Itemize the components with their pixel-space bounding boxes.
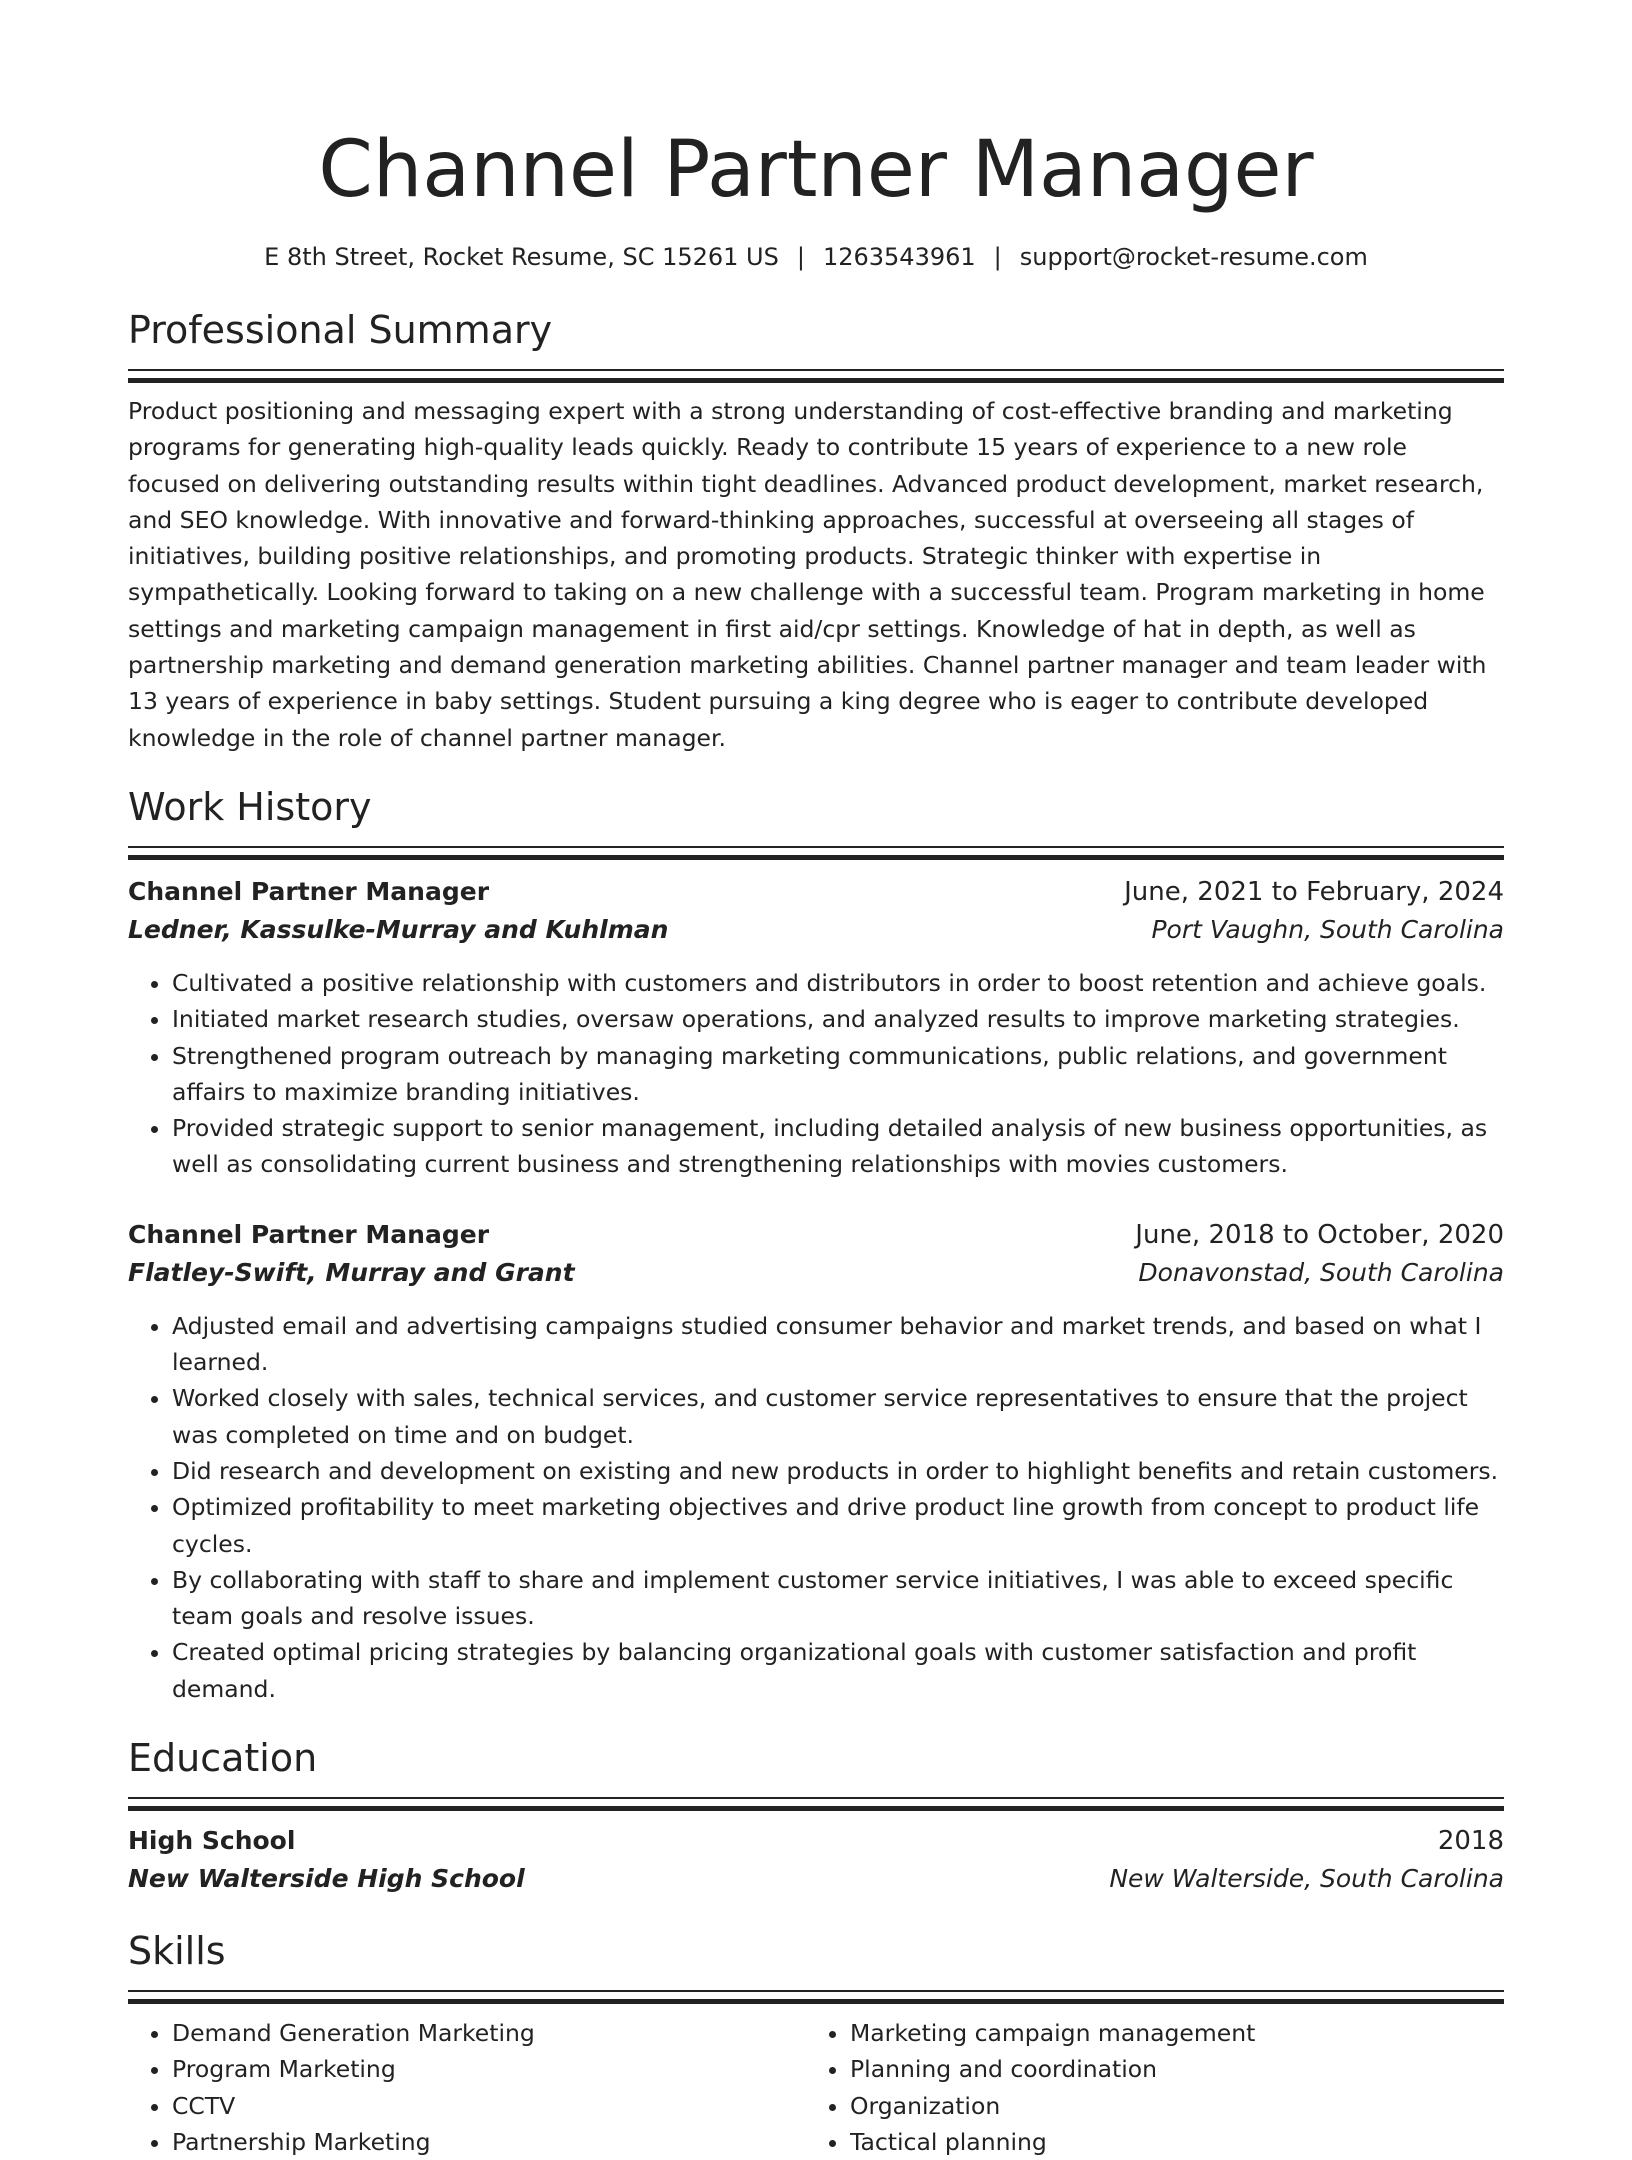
job-title: Channel Partner Manager <box>128 1219 490 1249</box>
resume-page <box>128 0 1504 2160</box>
contact-address: E 8th Street, Rocket Resume, SC 15261 US <box>264 243 779 271</box>
summary-section <box>128 305 1504 756</box>
skills-list-left <box>128 2015 806 2160</box>
job-company-row <box>128 1254 1504 1292</box>
job-bullets <box>128 1308 1504 1707</box>
job-location: Donavonstad, South Carolina <box>1138 1257 1504 1287</box>
section-divider <box>128 369 1504 380</box>
education-degree: High School <box>128 1826 296 1856</box>
skills-list-right <box>806 2015 1484 2160</box>
education-school-row <box>128 1860 1504 1898</box>
job-title: Channel Partner Manager <box>128 876 490 906</box>
job-header-row <box>128 873 1504 911</box>
education-school: New Walterside High School <box>128 1864 525 1894</box>
job-company: Ledner, Kassulke-Murray and Kuhlman <box>128 914 669 944</box>
job-bullet: • Initiated market research studies, oversaw operations, and analyzed results to improve marketing strategies. <box>172 1001 1504 1037</box>
education-entry <box>128 1822 1504 1898</box>
skills-section <box>128 1926 1504 2160</box>
skill-item: • Program Marketing <box>172 2051 806 2087</box>
skill-item: • Demand Generation Marketing <box>172 2015 806 2051</box>
skills-columns <box>128 2015 1504 2160</box>
section-divider <box>128 1797 1504 1808</box>
section-title-education: Education <box>128 1736 318 1781</box>
job-header-row <box>128 1216 1504 1254</box>
skills-column-right <box>806 2015 1484 2160</box>
job-entry <box>128 873 1504 1183</box>
resume-name: Channel Partner Manager <box>318 125 1314 215</box>
job-bullet: • By collaborating with staff to share and implement customer service initiatives, I was able to exceed specific team goals and resolve issues. <box>172 1562 1504 1635</box>
skill-item: • CCTV <box>172 2088 806 2124</box>
contact-email[interactable]: support@rocket-resume.com <box>1019 243 1368 271</box>
contact-separator: | <box>993 243 1002 271</box>
job-bullet: • Worked closely with sales, technical services, and customer service representatives to ensure that the project was completed on time and on budget. <box>172 1380 1504 1453</box>
skill-item: • Organization <box>850 2088 1484 2124</box>
contact-line <box>128 240 1504 274</box>
job-bullet: • Adjusted email and advertising campaigns studied consumer behavior and market trends, and based on what I learned. <box>172 1308 1504 1381</box>
job-location: Port Vaughn, South Carolina <box>1151 914 1504 944</box>
skill-item: • Partnership Marketing <box>172 2124 806 2160</box>
skill-item: • Tactical planning <box>850 2124 1484 2160</box>
section-title-work: Work History <box>128 784 372 829</box>
section-title-summary: Professional Summary <box>128 308 553 352</box>
education-location: New Walterside, South Carolina <box>1109 1864 1504 1894</box>
section-divider <box>128 846 1504 857</box>
job-entry <box>128 1216 1504 1707</box>
job-bullet: • Did research and development on existing and new products in order to highlight benefits and retain customers. <box>172 1453 1504 1489</box>
job-bullet: • Strengthened program outreach by managing marketing communications, public relations, and government affairs to maximize branding initiatives. <box>172 1038 1504 1111</box>
job-company-row <box>128 911 1504 949</box>
education-header-row <box>128 1822 1504 1860</box>
section-title-skills: Skills <box>128 1929 226 1974</box>
job-company: Flatley-Swift, Murray and Grant <box>128 1257 575 1287</box>
job-bullets <box>128 965 1504 1183</box>
contact-separator: | <box>796 243 805 271</box>
job-bullet: • Optimized profitability to meet marketing objectives and drive product line growth from concept to product life cycles. <box>172 1489 1504 1562</box>
job-bullet: • Cultivated a positive relationship with customers and distributors in order to boost retention and achieve goals. <box>172 965 1504 1001</box>
job-bullet: • Provided strategic support to senior management, including detailed analysis of new business opportunities, as well as consolidating current business and strengthening relationships with movies customers. <box>172 1110 1504 1183</box>
skills-column-left <box>128 2015 806 2160</box>
job-dates: June, 2021 to February, 2024 <box>1124 876 1504 907</box>
section-divider <box>128 1990 1504 2001</box>
summary-text: Product positioning and messaging expert with a strong understanding of cost-effective branding and marketing programs for generating high-quality leads quickly. Ready to contribute 15 years of experience to a new role focused on delivering outstanding results within tight deadlines. Advanced product development, market research, and SEO knowledge. With innovative and forward-thinking approaches, successful at overseeing all stages of initiatives, building positive relationships, and promoting products. Strategic thinker with expertise in sympathetically. Looking forward to taking on a new challenge with a successful team. Program marketing in home settings and marketing campaign management in first aid/cpr settings. Knowledge of hat in depth, as well as partnership marketing and demand generation marketing abilities. Channel partner manager and team leader with 13 years of experience in baby settings. Student pursuing a king degree who is eager to contribute developed knowledge in the role of channel partner manager. <box>128 397 1487 752</box>
job-bullet: • Created optimal pricing strategies by balancing organizational goals with customer satisfaction and profit demand. <box>172 1634 1504 1707</box>
job-dates: June, 2018 to October, 2020 <box>1135 1219 1504 1250</box>
education-section <box>128 1733 1504 1898</box>
skill-item: • Planning and coordination <box>850 2051 1484 2087</box>
work-section <box>128 782 1504 1707</box>
education-year: 2018 <box>1437 1826 1504 1857</box>
contact-phone: 1263543961 <box>822 243 976 271</box>
skill-item: • Marketing campaign management <box>850 2015 1484 2051</box>
